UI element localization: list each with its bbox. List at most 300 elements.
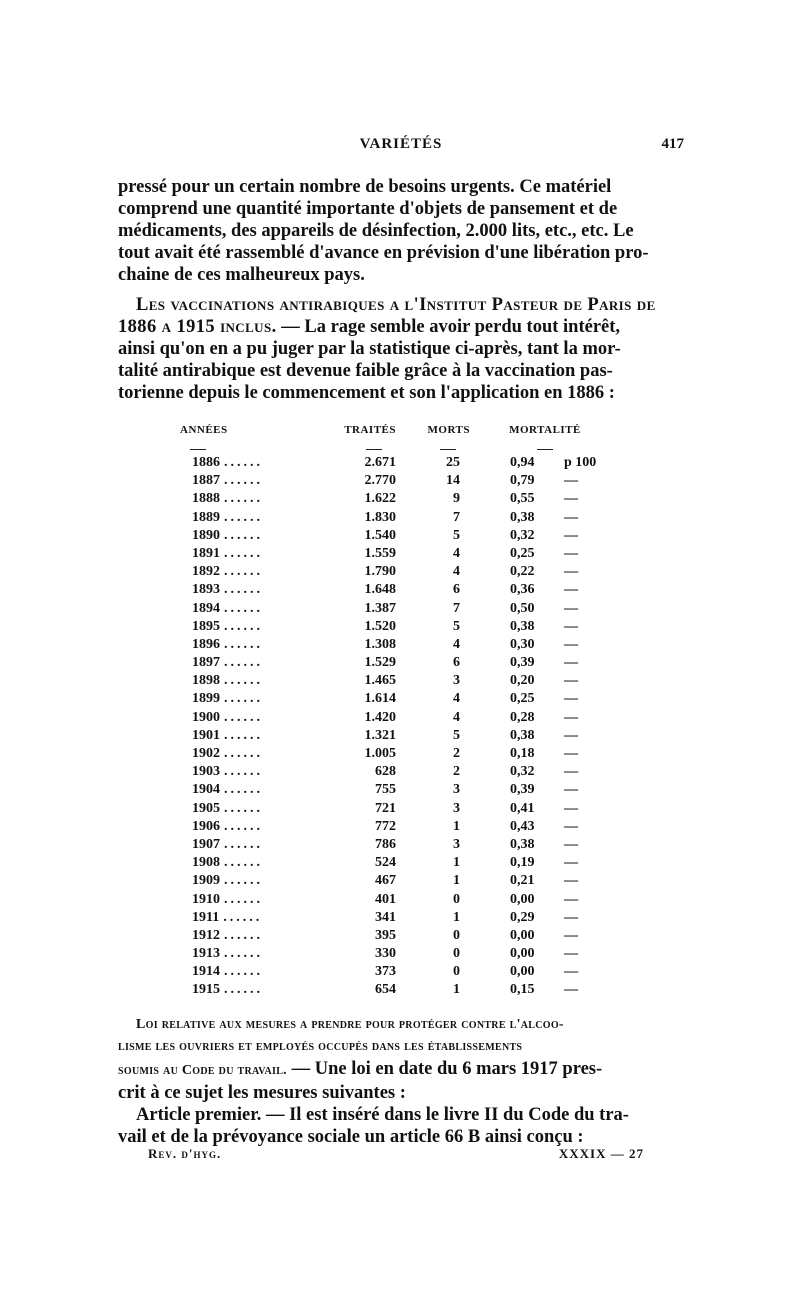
leader-dots: ......: [224, 582, 263, 598]
mortality-value: 0,55: [510, 491, 535, 507]
year-value: 1912: [192, 927, 220, 943]
treated-cell: 772: [375, 818, 396, 834]
section-heading-line: [118, 294, 684, 316]
paragraph-1-line: pressé pour un certain nombre de besoins urgents. Ce matériel: [118, 177, 612, 197]
mortality-cell: [470, 945, 620, 963]
year-cell: [180, 472, 312, 490]
year-cell: [180, 454, 312, 472]
leader-dots: ......: [224, 527, 263, 543]
year-cell: [180, 600, 312, 618]
mortality-unit: —: [564, 782, 578, 798]
header-rule: [396, 439, 470, 455]
header-rule: [180, 439, 312, 455]
treated-cell: 401: [375, 891, 396, 907]
treated-cell: 786: [375, 836, 396, 852]
mortality-value: 0,43: [510, 818, 535, 834]
section-heading: Les vaccinations antirabiques a l'Institut Pasteur de Paris de: [136, 295, 656, 315]
year-cell: [180, 509, 312, 527]
deaths-cell: 1: [453, 982, 460, 998]
mortality-unit: —: [564, 655, 578, 671]
table-row: [180, 909, 620, 927]
mortality-cell: [470, 672, 620, 690]
mortality-value: 0,28: [510, 709, 535, 725]
deaths-cell: 4: [453, 691, 460, 707]
deaths-cell: 1: [453, 873, 460, 889]
mortality-unit: p 100: [564, 455, 597, 470]
mortality-cell: [470, 745, 620, 763]
year-value: 1915: [192, 982, 220, 998]
deaths-cell: 4: [453, 545, 460, 561]
table-row: [180, 636, 620, 654]
year-value: 1893: [192, 582, 220, 598]
header-years: ANNÉES: [180, 424, 228, 436]
leader-dots: ......: [224, 600, 263, 616]
leader-dots: ......: [224, 855, 263, 871]
mortality-value: 0,29: [510, 909, 535, 925]
deaths-cell: 5: [453, 618, 460, 634]
table-row: [180, 690, 620, 708]
year-value: 1890: [192, 527, 220, 543]
header-mortality: MORTALITÉ: [509, 424, 581, 436]
vaccination-statistics-table: [180, 420, 620, 1000]
paragraph-2-text: — La rage semble avoir perdu tout intérêt,: [281, 317, 621, 337]
mortality-unit: —: [564, 491, 578, 507]
law-heading: Loi relative aux mesures a prendre pour protéger contre l'alcoo-: [136, 1017, 564, 1032]
mortality-cell: [470, 490, 620, 508]
year-value: 1895: [192, 618, 220, 634]
year-value: 1903: [192, 764, 220, 780]
law-heading-continued: lisme les ouvriers et employés occupés dans les établissements: [118, 1039, 523, 1054]
mortality-value: 0,21: [510, 873, 535, 889]
mortality-unit: —: [564, 545, 578, 561]
year-cell: [180, 836, 312, 854]
year-cell: [180, 672, 312, 690]
year-cell: [180, 781, 312, 799]
mortality-cell: [470, 472, 620, 490]
leader-dots: ......: [224, 964, 263, 980]
deaths-cell: 0: [453, 891, 460, 907]
mortality-cell: [470, 654, 620, 672]
table-row: [180, 672, 620, 690]
year-cell: [180, 800, 312, 818]
treated-cell: 654: [375, 982, 396, 998]
year-cell: [180, 527, 312, 545]
mortality-unit: —: [564, 746, 578, 761]
paragraph-1-line: comprend une quantité importante d'objets de pansement et de: [118, 199, 618, 219]
deaths-cell: 5: [453, 727, 460, 743]
table-row: [180, 618, 620, 636]
year-value: 1902: [192, 746, 220, 761]
year-cell: [180, 981, 312, 999]
mortality-unit: —: [564, 927, 578, 943]
year-cell: [180, 563, 312, 581]
deaths-cell: 4: [453, 636, 460, 652]
treated-cell: 1.005: [364, 746, 396, 761]
deaths-cell: 7: [453, 600, 460, 616]
mortality-unit: —: [564, 982, 578, 998]
deaths-cell: 0: [453, 964, 460, 980]
year-cell: [180, 727, 312, 745]
deaths-cell: 3: [453, 836, 460, 852]
treated-cell: 2.770: [364, 473, 396, 489]
mortality-cell: [470, 818, 620, 836]
leader-dots: ......: [224, 455, 263, 470]
year-cell: [180, 545, 312, 563]
paragraph-3-line: [118, 1104, 684, 1126]
paragraph-2-line: [118, 316, 684, 338]
mortality-unit: —: [564, 600, 578, 616]
mortality-unit: —: [564, 564, 578, 580]
treated-cell: 1.830: [364, 509, 396, 525]
treated-cell: 1.614: [364, 691, 396, 707]
deaths-cell: 1: [453, 909, 460, 925]
year-value: 1914: [192, 964, 220, 980]
year-cell: [180, 927, 312, 945]
table-row: [180, 727, 620, 745]
mortality-cell: [470, 854, 620, 872]
leader-dots: ......: [224, 891, 263, 907]
table-row: [180, 709, 620, 727]
header-rule: [312, 439, 396, 455]
treated-cell: 1.465: [364, 673, 396, 689]
year-cell: [180, 709, 312, 727]
mortality-value: 0,00: [510, 927, 535, 943]
year-cell: [180, 872, 312, 890]
year-value: 1909: [192, 873, 220, 889]
year-value: 1891: [192, 545, 220, 561]
table-row: [180, 654, 620, 672]
year-cell: [180, 945, 312, 963]
article-text: Article premier. — Il est inséré dans le livre II du Code du tra-: [136, 1105, 629, 1125]
deaths-cell: 4: [453, 709, 460, 725]
year-value: 1892: [192, 564, 220, 580]
treated-cell: 1.790: [364, 564, 396, 580]
page-number: 417: [661, 136, 684, 152]
mortality-cell: [470, 690, 620, 708]
paragraph-3-line: [118, 1058, 684, 1082]
paragraph-2-line: ainsi qu'on en a pu juger par la statistique ci-après, tant la mor-: [118, 339, 621, 359]
paragraph-2-line: torienne depuis le commencement et son l'application en 1886 :: [118, 383, 615, 403]
deaths-cell: 9: [453, 491, 460, 507]
mortality-unit: —: [564, 909, 578, 925]
table-row: [180, 963, 620, 981]
header-treated: TRAITÉS: [344, 424, 396, 436]
mortality-value: 0,25: [510, 545, 535, 561]
leader-dots: ......: [224, 564, 263, 580]
mortality-cell: [470, 454, 620, 472]
year-cell: [180, 490, 312, 508]
mortality-value: 0,32: [510, 527, 535, 543]
mortality-unit: —: [564, 891, 578, 907]
paragraph-1-line: chaine de ces malheureux pays.: [118, 265, 365, 285]
leader-dots: ......: [224, 673, 263, 689]
leader-dots: ......: [224, 982, 263, 998]
table-row: [180, 581, 620, 599]
mortality-unit: —: [564, 618, 578, 634]
paragraph-3: [118, 1014, 684, 1148]
paragraph-2-line: talité antirabique est devenue faible grâce à la vaccination pas-: [118, 361, 613, 381]
paragraph-1-line: tout avait été rassemblé d'avance en prévision d'une libération pro-: [118, 243, 649, 263]
mortality-unit: —: [564, 673, 578, 689]
mortality-value: 0,00: [510, 891, 535, 907]
mortality-cell: [470, 727, 620, 745]
mortality-value: 0,38: [510, 509, 535, 525]
year-cell: [180, 745, 312, 763]
mortality-unit: —: [564, 855, 578, 871]
table-row: [180, 836, 620, 854]
deaths-cell: 25: [446, 455, 460, 470]
mortality-value: 0,39: [510, 782, 535, 798]
deaths-cell: 0: [453, 946, 460, 962]
deaths-cell: 1: [453, 855, 460, 871]
section-heading-continued: 1886 a 1915 inclus.: [118, 317, 277, 337]
year-cell: [180, 581, 312, 599]
mortality-value: 0,15: [510, 982, 535, 998]
mortality-unit: —: [564, 727, 578, 743]
deaths-cell: 14: [446, 473, 460, 489]
table-row: [180, 490, 620, 508]
treated-cell: 721: [375, 800, 396, 816]
table-row: [180, 781, 620, 799]
treated-cell: 330: [375, 946, 396, 962]
deaths-cell: 6: [453, 582, 460, 598]
leader-dots: ......: [224, 509, 263, 525]
table-row: [180, 545, 620, 563]
table-row: [180, 600, 620, 618]
mortality-value: 0,00: [510, 946, 535, 962]
leader-dots: ......: [224, 927, 263, 943]
leader-dots: ......: [224, 545, 263, 561]
volume-signature: XXXIX — 27: [558, 1146, 644, 1161]
table-row: [180, 454, 620, 472]
mortality-cell: [470, 981, 620, 999]
year-value: 1888: [192, 491, 220, 507]
leader-dots: ......: [224, 709, 263, 725]
treated-cell: 628: [375, 764, 396, 780]
mortality-cell: [470, 763, 620, 781]
treated-cell: 1.559: [364, 545, 396, 561]
year-cell: [180, 818, 312, 836]
leader-dots: ......: [224, 691, 263, 707]
deaths-cell: 3: [453, 782, 460, 798]
treated-cell: 1.387: [364, 600, 396, 616]
treated-cell: 467: [375, 873, 396, 889]
mortality-cell: [470, 781, 620, 799]
page-footer: [148, 1146, 644, 1168]
year-value: 1894: [192, 600, 220, 616]
mortality-value: 0,30: [510, 636, 535, 652]
year-cell: [180, 636, 312, 654]
mortality-cell: [470, 563, 620, 581]
leader-dots: ......: [224, 491, 263, 507]
year-value: 1901: [192, 727, 220, 743]
journal-abbreviation: Rev. d'hyg.: [148, 1146, 222, 1161]
table-header-rule-row: [180, 440, 620, 454]
table-row: [180, 763, 620, 781]
mortality-unit: —: [564, 582, 578, 598]
year-cell: [180, 963, 312, 981]
year-value: 1904: [192, 782, 220, 798]
table-row: [180, 745, 620, 763]
mortality-value: 0,41: [510, 800, 535, 816]
year-value: 1889: [192, 509, 220, 525]
paragraph-3-text: — Une loi en date du 6 mars 1917 pres-: [291, 1059, 603, 1079]
deaths-cell: 1: [453, 818, 460, 834]
treated-cell: 395: [375, 927, 396, 943]
mortality-unit: —: [564, 764, 578, 780]
mortality-cell: [470, 618, 620, 636]
mortality-value: 0,36: [510, 582, 535, 598]
law-heading-end: soumis au Code du travail.: [118, 1063, 287, 1078]
leader-dots: ......: [224, 618, 263, 634]
mortality-cell: [470, 800, 620, 818]
mortality-value: 0,25: [510, 691, 535, 707]
mortality-cell: [470, 527, 620, 545]
table-row: [180, 927, 620, 945]
table-header-row: [180, 420, 620, 440]
mortality-cell: [470, 963, 620, 981]
mortality-unit: —: [564, 527, 578, 543]
mortality-cell: [470, 509, 620, 527]
treated-cell: 373: [375, 964, 396, 980]
year-value: 1911: [192, 909, 220, 925]
leader-dots: ......: [224, 782, 263, 798]
law-heading-line: [118, 1014, 684, 1036]
year-cell: [180, 854, 312, 872]
mortality-cell: [470, 636, 620, 654]
year-value: 1913: [192, 946, 220, 962]
header-rule: [470, 439, 620, 455]
mortality-cell: [470, 927, 620, 945]
year-value: 1897: [192, 655, 220, 671]
leader-dots: ......: [224, 473, 263, 489]
leader-dots: ......: [224, 818, 263, 834]
header-deaths: MORTS: [427, 424, 470, 436]
mortality-value: 0,18: [510, 746, 535, 761]
deaths-cell: 7: [453, 509, 460, 525]
treated-cell: 1.420: [364, 709, 396, 725]
mortality-unit: —: [564, 473, 578, 489]
mortality-value: 0,50: [510, 600, 535, 616]
mortality-unit: —: [564, 691, 578, 707]
deaths-cell: 2: [453, 746, 460, 761]
table-row: [180, 818, 620, 836]
page-header: [118, 136, 684, 160]
year-cell: [180, 909, 312, 927]
treated-cell: 1.520: [364, 618, 396, 634]
table-body: [180, 454, 620, 1000]
year-cell: [180, 618, 312, 636]
table-row: [180, 945, 620, 963]
table-row: [180, 527, 620, 545]
leader-dots: ......: [224, 764, 263, 780]
mortality-cell: [470, 709, 620, 727]
mortality-value: 0,38: [510, 618, 535, 634]
mortality-cell: [470, 836, 620, 854]
treated-cell: 1.648: [364, 582, 396, 598]
mortality-value: 0,32: [510, 764, 535, 780]
mortality-unit: —: [564, 509, 578, 525]
mortality-unit: —: [564, 873, 578, 889]
table-row: [180, 800, 620, 818]
treated-cell: 2.671: [364, 455, 396, 470]
mortality-cell: [470, 872, 620, 890]
mortality-cell: [470, 909, 620, 927]
leader-dots: ......: [224, 636, 263, 652]
table-row: [180, 472, 620, 490]
deaths-cell: 3: [453, 800, 460, 816]
mortality-value: 0,94: [510, 455, 535, 470]
mortality-value: 0,22: [510, 564, 535, 580]
mortality-value: 0,38: [510, 727, 535, 743]
mortality-cell: [470, 600, 620, 618]
treated-cell: 1.540: [364, 527, 396, 543]
deaths-cell: 2: [453, 764, 460, 780]
leader-dots: ......: [224, 946, 263, 962]
year-cell: [180, 763, 312, 781]
year-value: 1899: [192, 691, 220, 707]
leader-dots: ......: [224, 836, 263, 852]
mortality-unit: —: [564, 818, 578, 834]
mortality-unit: —: [564, 964, 578, 980]
mortality-cell: [470, 891, 620, 909]
paragraph-3-line: crit à ce sujet les mesures suivantes :: [118, 1083, 406, 1103]
mortality-value: 0,20: [510, 673, 535, 689]
mortality-value: 0,38: [510, 836, 535, 852]
paragraph-2: [118, 294, 684, 404]
year-value: 1900: [192, 709, 220, 725]
deaths-cell: 6: [453, 655, 460, 671]
year-value: 1896: [192, 636, 220, 652]
table-row: [180, 563, 620, 581]
running-title: VARIÉTÉS: [359, 136, 443, 152]
table-row: [180, 854, 620, 872]
treated-cell: 755: [375, 782, 396, 798]
year-cell: [180, 891, 312, 909]
treated-cell: 1.321: [364, 727, 396, 743]
year-value: 1886: [192, 455, 220, 470]
leader-dots: ......: [223, 909, 263, 925]
mortality-value: 0,79: [510, 473, 535, 489]
mortality-cell: [470, 581, 620, 599]
mortality-value: 0,00: [510, 964, 535, 980]
year-value: 1908: [192, 855, 220, 871]
year-value: 1906: [192, 818, 220, 834]
year-cell: [180, 690, 312, 708]
leader-dots: ......: [224, 727, 263, 743]
year-value: 1887: [192, 473, 220, 489]
law-heading-line: [118, 1036, 684, 1058]
mortality-unit: —: [564, 946, 578, 962]
mortality-cell: [470, 545, 620, 563]
year-cell: [180, 654, 312, 672]
mortality-value: 0,19: [510, 855, 535, 871]
paragraph-1: [118, 176, 684, 286]
leader-dots: ......: [224, 800, 263, 816]
paragraph-1-line: médicaments, des appareils de désinfection, 2.000 lits, etc., etc. Le: [118, 221, 634, 241]
treated-cell: 1.529: [364, 655, 396, 671]
treated-cell: 341: [375, 909, 396, 925]
year-value: 1898: [192, 673, 220, 689]
year-value: 1905: [192, 800, 220, 816]
leader-dots: ......: [224, 873, 263, 889]
mortality-unit: —: [564, 800, 578, 816]
treated-cell: 524: [375, 855, 396, 871]
mortality-value: 0,39: [510, 655, 535, 671]
year-value: 1907: [192, 836, 220, 852]
leader-dots: ......: [224, 746, 263, 761]
deaths-cell: 5: [453, 527, 460, 543]
